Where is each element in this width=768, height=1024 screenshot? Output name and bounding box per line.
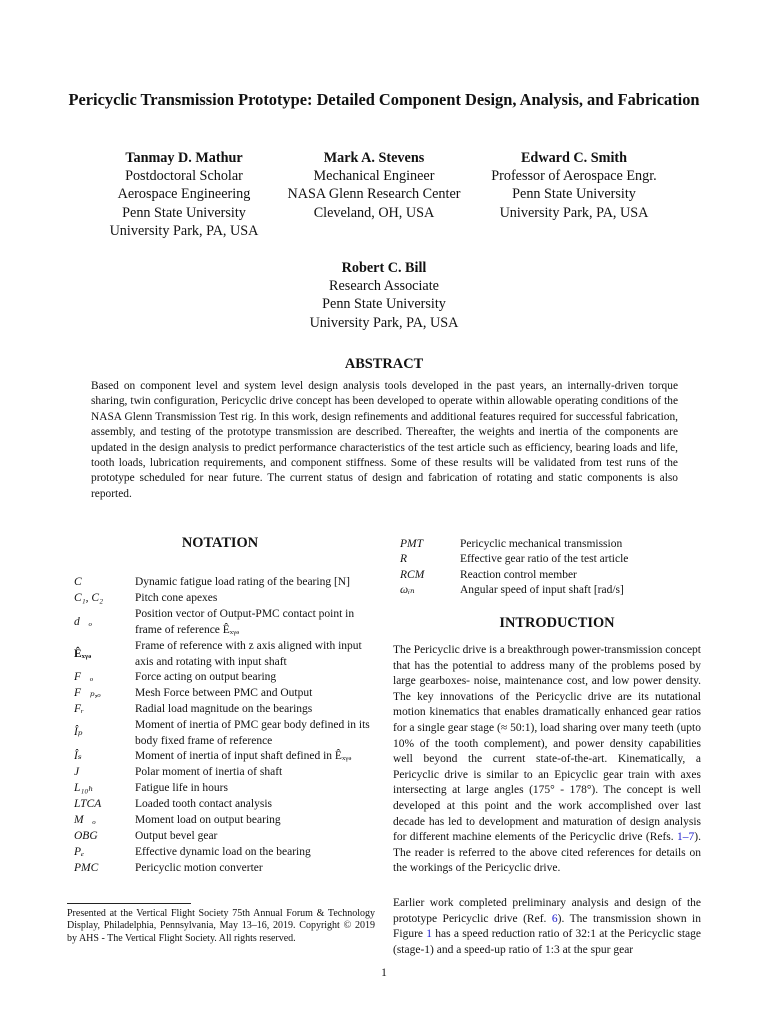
notation-description: Moment load on output bearing [135, 814, 281, 826]
notation-symbol: LTCA [74, 798, 102, 810]
introduction-paragraph [393, 896, 701, 958]
notation-symbol: Pₑ [74, 846, 85, 858]
notation-symbol: PMT [400, 538, 423, 550]
notation-symbol: C [74, 576, 82, 588]
author-affiliation-line: Aerospace Engineering [117, 186, 251, 203]
notation-symbol: R [400, 553, 408, 565]
notation-description: Pitch cone apexes [135, 592, 218, 604]
notation-description: Radial load magnitude on the bearings [135, 703, 313, 715]
author-affiliation-line: Research Associate [329, 278, 439, 295]
abstract-heading: ABSTRACT [344, 356, 424, 372]
author-affiliation-line: Penn State University [322, 296, 446, 313]
notation-description: Polar moment of inertia of shaft [135, 766, 283, 778]
notation-description: Reaction control member [460, 569, 577, 581]
notation-symbol: Îₚ [74, 726, 83, 738]
notation-symbol: J [74, 766, 80, 778]
author-affiliation-line: University Park, PA, USA [499, 204, 649, 221]
notation-symbol: Îₛ [74, 750, 82, 762]
notation-heading: NOTATION [181, 535, 259, 551]
author-name: Mark A. Stevens [323, 150, 425, 166]
introduction-heading: INTRODUCTION [499, 615, 615, 631]
author-block [74, 149, 294, 240]
figure-link[interactable]: 1 [426, 928, 433, 941]
paragraph-text: ). The reader is referred to the above cited references for details on the workings of the Pericyclic drive. [393, 831, 701, 875]
author-name: Edward C. Smith [520, 150, 628, 166]
author-affiliation-line: Penn State University [512, 186, 636, 203]
author-affiliation-line: Postdoctoral Scholar [125, 168, 243, 185]
notation-description: Pericyclic mechanical transmission [460, 538, 623, 550]
notation-description: Force acting on output bearing [135, 671, 277, 683]
notation-description: Moment of inertia of PMC gear body defined in its body fixed frame of reference [135, 719, 370, 747]
author-affiliation-line: Mechanical Engineer [313, 168, 435, 185]
notation-symbol: L₁₀ₕ [74, 782, 94, 794]
author-block [264, 149, 484, 222]
notation-description: Mesh Force between PMC and Output [135, 687, 313, 699]
notation-symbol: F⃗ₒ [74, 671, 94, 683]
author-affiliation-line: University Park, PA, USA [309, 314, 459, 331]
author-block [274, 259, 494, 332]
notation-description: Effective gear ratio of the test article [460, 553, 629, 565]
notation-description: Dynamic fatigue load rating of the bearing [N] [135, 576, 350, 588]
author-affiliation-line: Cleveland, OH, USA [313, 204, 435, 221]
paragraph-text: The Pericyclic drive is a breakthrough power-transmission concept that has the potential to address many of the problems posed by large gearboxes- noise, maintenance cost, and low power density. The key innovations of the Pericyclic drive are its nutational motion kinematics that enables dramatically enhanced gear ratios for a single gear stage (≈ 50:1), load sharing over many teeth (upto 10% of the tooth complement), and power density capabilities well beyond the current state-of-the-art. Kinematically, a Pericyclic drive is similar to an Epicyclic gear train with axes intersecting at large angles (175° - 178°). The concept is well developed at this point and the work accomplished over last decade has led to development and maturation of design analysis for different machine elements of the Pericyclic drive (Refs. [393, 644, 701, 844]
author-name: Robert C. Bill [341, 260, 427, 276]
author-affiliation-line: NASA Glenn Research Center [287, 186, 461, 203]
notation-description: Angular speed of input shaft [rad/s] [460, 584, 624, 596]
notation-description: Output bevel gear [135, 830, 218, 842]
notation-symbol: C₁, C₂ [74, 592, 104, 604]
notation-description: Frame of reference with z axis aligned with input axis and rotating with input shaft [135, 640, 362, 668]
notation-symbol: Fᵣ [74, 703, 84, 715]
footnote-divider [67, 903, 191, 904]
footnote: Presented at the Vertical Flight Society 75th Annual Forum & Technology Display, Philadelphia, Pennsylvania, May 13–16, 2019. Copyright © 2019 by AHS - The Vertical Flight Society. All rights reserved. [67, 908, 375, 944]
notation-symbol: M⃗ₒ [74, 814, 96, 826]
author-affiliation-line: Professor of Aerospace Engr. [491, 168, 657, 185]
notation-description: Loaded tooth contact analysis [135, 798, 273, 810]
page-number: 1 [381, 967, 387, 979]
paragraph-text: has a speed reduction ratio of 32:1 at the Pericyclic stage (stage-1) and a speed-up ratio of 1:3 at the spur gear [393, 928, 701, 956]
paper-title: Pericyclic Transmission Prototype: Detailed Component Design, Analysis, and Fabrication [68, 90, 700, 109]
paragraph-text: ). The transmission shown in Figure [393, 912, 701, 941]
author-affiliation-line: Penn State University [122, 204, 246, 221]
author-block [464, 149, 684, 222]
author-affiliation-line: University Park, PA, USA [109, 222, 259, 239]
notation-symbol: ωᵢₙ [400, 584, 415, 596]
notation-symbol: d⃗ₒ [74, 616, 92, 628]
notation-symbol: RCM [400, 569, 425, 581]
notation-symbol: PMC [74, 862, 99, 874]
reference-link[interactable]: 6 [551, 912, 558, 925]
notation-description: Moment of inertia of input shaft defined in Êₓᵧₔ [135, 750, 352, 762]
introduction-paragraph [393, 643, 701, 877]
author-name: Tanmay D. Mathur [125, 150, 243, 166]
notation-description: Fatigue life in hours [135, 782, 228, 794]
notation-description: Pericyclic motion converter [135, 862, 263, 874]
abstract-text: Based on component level and system level design analysis tools developed in the past years, an internally-driven torque sharing, twin configuration, Pericyclic drive concept has been developed to operate within allowable operating conditions of the NASA Glenn Transmission Test rig. In this work, design refinements and additional features required for successful fabrication, assembly, and testing of the prototype transmission are described. Thereafter, the weights and inertia of the components are updated in the design analysis to predict performance characteristics of the test article such as efficiency, bearing loads and life, tooth loads, lubrication requirements, and component stiffness. Some of these results will be validated from test runs of the prototype scheduled for near future. The current status of design and fabrication of rotating and static components is also reported. [91, 380, 678, 500]
notation-description: Position vector of Output-PMC contact point in frame of reference Êₓᵧₔ [135, 608, 355, 636]
notation-description: Effective dynamic load on the bearing [135, 846, 311, 858]
notation-symbol: F⃗ₚ,ₒ [74, 687, 101, 699]
notation-symbol: Êₓᵧₔ [74, 648, 92, 660]
reference-link[interactable]: 1–7 [677, 831, 695, 844]
notation-symbol: OBG [74, 830, 98, 842]
paragraph-text: Earlier work completed preliminary analysis and design of the prototype Pericyclic drive (Ref. [393, 897, 701, 925]
